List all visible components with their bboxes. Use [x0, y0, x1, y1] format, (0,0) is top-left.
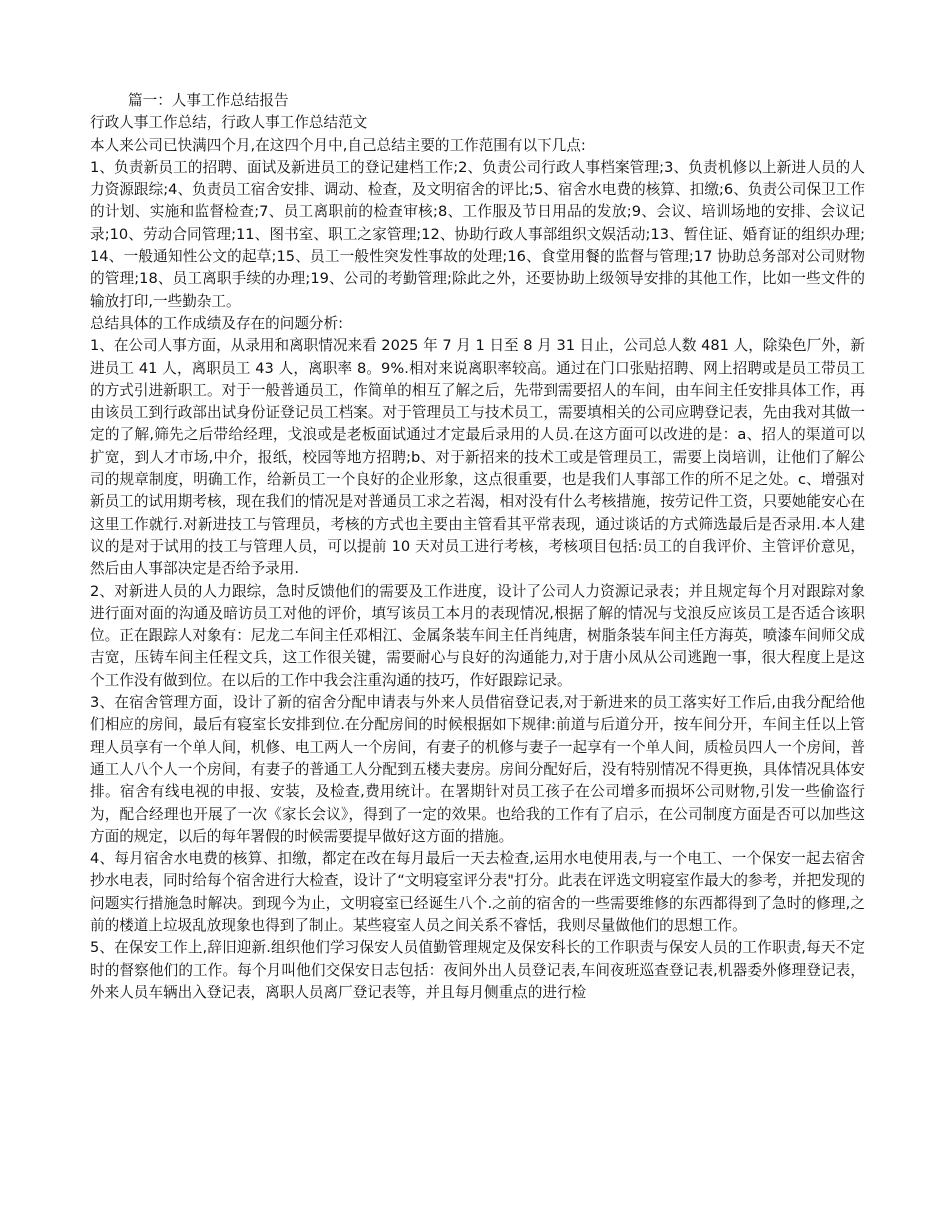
analysis-item-2: 2、对新进人员的人力跟综，急时反馈他们的需要及工作进度，设计了公司人力资源记录表；并且规定每个月对跟踪对象进行面对面的沟通及暗访员工对他的评价，填写该员工本月的表现情况,根据了解的情况与戈浪反应该员工是否适合该职位。正在跟踪人对象有：尼龙二车间主任邓相江、金属条装车间主任肖纯唐，树脂条装车间主任方海英，喷漆车间师父成吉宽，压铸车间主任程文兵，这工作很关键，需要耐心与良好的沟通能力,对于唐小凤从公司逃跑一事，很大程度上是这个工作没有做到位。在以后的工作中我会注重沟通的技巧，作好跟踪记录。 [90, 582, 865, 689]
analysis-heading: 总结具体的工作成绩及存在的问题分析: [90, 314, 344, 332]
document-heading: 篇一：人事工作总结报告 [128, 92, 289, 109]
analysis-item-1: 1、在公司人事方面，从录用和离职情况来看 2025 年 7 月 1 日至 8 月 31 日止，公司总人数 481 人，除染色厂外，新进员工 41 人，离职员工 43 人，离职率 8。9%.相对来说离职率较高。通过在门口张贴招聘、网上招聘或是员工带员工的方式引进新职工。对于一般普通员工，作简单的相互了解之后，先带到需要招人的车间，由车间主任安排具体工作，再由该员工到行政部出试身份证登记员工档案。对于管理员工与技术员工，需要填相关的公司应聘登记表，先由我对其做一定的了解,筛先之后带给经理，戈浪或是老板面试通过才定最后录用的人员.在这方面可以改进的是：a、招人的渠道可以扩宽，到人才市场,中介，报纸，校园等地方招聘;b、对于新招来的技术工或是管理员工，需要上岗培训，让他们了解公司的规章制度，明确工作，给新员工一个良好的企业形象，这点很重要，也是我们人事部工作的所不足之处。c、增强对新员工的试用期考核，现在我们的情况是对普通员工求之若渴，相对没有什么考核措施，按劳记件工资，只要她能安心在这里工作就行.对新进技工与管理员，考核的方式也主要由主管看其平常表现，通过谈话的方式筛选最后是否录用.本人建议的是对于试用的技工与管理人员，可以提前 10 天对员工进行考核，考核项目包括:员工的自我评价、主管评价意见，然后由人事部决定是否给予录用. [90, 337, 865, 578]
analysis-item-3: 3、在宿舍管理方面，设计了新的宿舍分配申请表与外来人员借宿登记表,对于新进来的员工落实好工作后,由我分配给他们相应的房间，最后有寝室长安排到位.在分配房间的时候根据如下规律:前道与后道分开，按车间分开，车间主任以上管理人员享有一个单人间，机修、电工两人一个房间，有妻子的机修与妻子一起享有一个单人间，质检员四人一个房间，普通工人八个人一个房间，有妻子的普通工人分配到五楼夫妻房。房间分配好后，没有特别情况不得更换，具体情况具体安排。宿舍有线电视的申报、安装，及检查,费用统计。在署期针对员工孩子在公司增多而损坏公司财物,引发一些偷盗行为，配合经理也开展了一次《家长会议》，得到了一定的效果。也给我的工作有了启示，在公司制度方面是否可以加些这方面的规定，以后的每年署假的时候需要提早做好这方面的措施。 [90, 694, 865, 845]
intro-paragraph: 本人来公司已快满四个月,在这四个月中,自己总结主要的工作范围有以下几点: [90, 136, 586, 154]
analysis-item-5: 5、在保安工作上,辞旧迎新.组织他们学习保安人员值勤管理规定及保安科长的工作职责与保安人员的工作职责,每天不定时的督察他们的工作。每个月叫他们交保安日志包括：夜间外出人员登记表,车间夜班巡查登记表,机器委外修理登记表，外来人员车辆出入登记表，离职人员离厂登记表等，并且每月侧重点的进行检 [90, 939, 865, 1001]
analysis-item-4: 4、每月宿舍水电费的核算、扣缴，都定在改在每月最后一天去检查,运用水电使用表,与一个电工、一个保安一起去宿舍抄水电表，同时给每个宿舍进行大检查，设计了“文明寝室评分表"打分。此表在评选文明寝室作最大的参考，并把发现的问题实行措施急时解决。到现今为止，文明寝室已经诞生八个.之前的宿舍的一些需要维修的东西都得到了急时的修理,之前的楼道上垃圾乱放现象也得到了制止。某些寝室人员之间关系不睿恬，我则尽量做他们的思想工作。 [90, 850, 865, 934]
document-page [90, 90, 865, 1004]
scope-list-paragraph: 1、负责新员工的招聘、面试及新进员工的登记建档工作;2、负责公司行政人事档案管理;3、负责机修以上新进人员的人力资源跟综;4、负责员工宿舍安排、调动、检查，及文明宿舍的评比;5、宿舍水电费的核算、扣缴;6、负责公司保卫工作的计划、实施和监督检查;7、员工离职前的检查审核;8、工作服及节日用品的发放;9、会议、培训场地的安排、会议记录;10、劳动合同管理;11、图书室、职工之家管理;12、协助行政人事部组织文娱活动;13、暂住证、婚育证的组织办理;14、一般通知性公文的起草;15、员工一般性突发性事故的处理;16、食堂用餐的监督与管理;17 协助总务部对公司财物的管理;18、员工离职手续的办理;19、公司的考勤管理;除此之外，还要协助上级领导安排的其他工作，比如一些文件的输放打印,一些勤杂工。 [90, 158, 865, 310]
document-subtitle: 行政人事工作总结，行政人事工作总结范文 [90, 114, 368, 132]
